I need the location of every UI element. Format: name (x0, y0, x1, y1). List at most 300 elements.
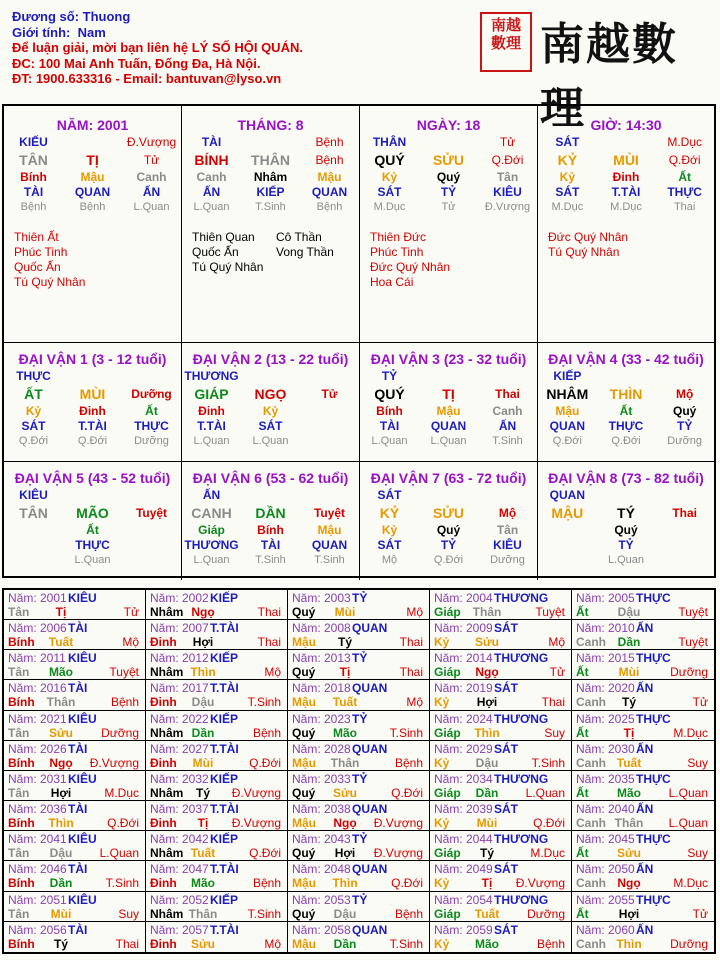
year-stage: Tuyệt (109, 665, 139, 680)
year-branch: Dậu (333, 906, 357, 921)
year-label: Năm: 2036 (8, 802, 67, 817)
year-label: Năm: 2021 (8, 711, 67, 726)
year-cell (288, 861, 430, 891)
year-stage: M.Dục (104, 785, 139, 800)
dai-van-cell (182, 462, 360, 580)
dai-van-god: QUAN (549, 488, 585, 502)
year-cell (572, 711, 714, 741)
dai-van-branch: THÌN (609, 386, 643, 402)
year-stage: Dưỡng (101, 725, 139, 740)
year-stage: L.Quan (668, 785, 708, 800)
spacer (63, 369, 122, 384)
year-branch: Tị (197, 816, 209, 831)
year-god: KIẾP (210, 771, 239, 786)
pillar-cell (182, 106, 360, 343)
ten-god-label: Bệnh (315, 135, 344, 149)
dai-van-god: THƯƠNG (184, 369, 239, 383)
hidden-stem (300, 404, 359, 419)
dai-van-stage: Tử (321, 387, 338, 401)
dai-van-title: ĐẠI VẬN 4 (33 - 42 tuổi) (548, 351, 704, 367)
year-stage: Suy (687, 846, 708, 861)
dai-van-branch: SỬU (432, 505, 465, 521)
hidden-stage: T.Sinh (492, 435, 523, 447)
year-stem: Đinh (150, 936, 177, 951)
year-stem: Canh (576, 876, 606, 891)
year-branch: Dậu (617, 605, 641, 619)
hidden-stage: T.Sinh (255, 201, 286, 213)
hidden-stage: Mộ (381, 554, 398, 566)
year-label: Năm: 2059 (434, 922, 493, 937)
year-stem: Mậu (292, 936, 316, 951)
year-stem: Quý (292, 665, 316, 680)
year-stage: Tử (123, 605, 139, 619)
hidden-stem: Mậu (317, 170, 342, 184)
hidden-stage (122, 553, 181, 567)
year-cell (572, 620, 714, 650)
year-stage: Dưỡng (670, 936, 708, 951)
year-stage: Bệnh (252, 876, 281, 891)
year-god: ẤN (636, 922, 654, 937)
year-cell (4, 861, 146, 891)
dai-van-stem: GIÁP (194, 386, 229, 402)
hidden-god: SÁT (377, 185, 402, 199)
year-branch: Thìn (616, 936, 642, 951)
year-label: Năm: 2020 (576, 681, 635, 696)
year-cell (430, 590, 572, 620)
hidden-god: TÀI (23, 185, 44, 199)
year-label: Năm: 2008 (292, 621, 351, 636)
year-label: Năm: 2031 (8, 771, 67, 786)
year-label: Năm: 2026 (8, 741, 67, 756)
year-stem: Quý (292, 785, 316, 800)
dai-van-god: TỶ (381, 369, 398, 383)
year-god: T.TÀI (210, 922, 239, 937)
dai-van-branch: DẦN (255, 505, 286, 521)
year-stem: Ất (576, 785, 589, 800)
stars-list (370, 230, 450, 290)
year-god: THỰC (636, 771, 671, 786)
year-stage: Mộ (122, 635, 139, 650)
year-stem: Giáp (434, 725, 461, 740)
ten-god-label: THÂN (372, 135, 407, 149)
ten-god-label: M.Dục (667, 135, 702, 149)
spacer (597, 369, 656, 384)
year-stem: Tân (8, 906, 30, 921)
year-god: THỰC (636, 892, 671, 907)
year-label: Năm: 2013 (292, 651, 351, 666)
year-branch: Thìn (48, 816, 74, 831)
year-branch: Mão (333, 725, 357, 740)
year-stem: Quý (292, 846, 316, 861)
year-label: Năm: 2006 (8, 621, 67, 636)
hidden-stem: Kỷ (25, 404, 42, 418)
year-branch: Mão (475, 936, 499, 951)
hidden-stem (538, 523, 597, 538)
year-cell (146, 650, 288, 680)
year-label: Năm: 2028 (292, 741, 351, 756)
hidden-stage: L.Quan (252, 435, 289, 447)
year-label: Năm: 2044 (434, 832, 493, 847)
year-branch: Tuất (48, 635, 74, 650)
year-stage: Thai (399, 665, 423, 680)
hidden-stage: L.Quan (74, 554, 111, 566)
hidden-god: THỰC (134, 419, 169, 433)
dai-van-stem: KỶ (379, 505, 400, 521)
year-branch: Ngọ (333, 816, 357, 831)
year-label: Năm: 2037 (150, 802, 209, 817)
year-branch: Dần (191, 725, 215, 740)
year-branch: Tý (53, 936, 68, 951)
year-branch: Hợi (50, 785, 72, 800)
owner-name: Thuong (82, 9, 131, 24)
year-god: ẤN (636, 802, 654, 817)
year-cell (4, 590, 146, 620)
year-label: Năm: 2039 (434, 802, 493, 817)
year-stem: Mậu (292, 695, 316, 710)
year-stage: M.Dục (673, 725, 708, 740)
year-cell (288, 680, 430, 710)
hidden-stem: Quý (436, 170, 461, 184)
earthly-branch: SỬU (432, 152, 465, 168)
year-god: ẤN (636, 621, 654, 636)
year-stem: Quý (292, 725, 316, 740)
year-stem: Giáp (434, 785, 461, 800)
star-item: Tú Quý Nhân (548, 245, 620, 259)
contact-line-3: ĐT: 1900.633316 - Email: bantuvan@lyso.vn (12, 71, 282, 86)
dai-van-branch: MÃO (76, 505, 109, 521)
year-cell (146, 892, 288, 922)
year-stem: Mậu (292, 816, 316, 831)
dai-van-stem: CANH (191, 505, 232, 521)
year-cell (288, 831, 430, 861)
dai-van-title: ĐẠI VẬN 3 (23 - 32 tuổi) (370, 351, 527, 367)
year-stage: Bệnh (252, 725, 281, 740)
year-branch: Thìn (474, 725, 500, 740)
year-cell (288, 801, 430, 831)
hidden-god: TÀI (379, 419, 400, 433)
year-label: Năm: 2009 (434, 621, 493, 636)
year-cell (572, 831, 714, 861)
year-stage: Tuyệt (535, 605, 565, 619)
year-branch: Hợi (334, 846, 356, 861)
year-label: Năm: 2011 (8, 651, 66, 666)
year-god: TỶ (352, 771, 368, 786)
spacer (478, 369, 537, 384)
year-stage: Suy (544, 725, 565, 740)
hidden-god (655, 538, 714, 553)
dai-van-god: KIẾP (553, 369, 582, 383)
dai-van-god: KIÊU (19, 488, 48, 502)
year-label: Năm: 2057 (150, 922, 209, 937)
year-cell (572, 922, 714, 952)
year-stage: T.Sinh (247, 695, 281, 710)
hidden-god: SÁT (377, 538, 402, 552)
year-god: TỶ (352, 651, 368, 666)
year-god: TỶ (352, 892, 368, 907)
dai-van-god: ẤN (202, 488, 221, 502)
dai-van-branch: NGỌ (254, 386, 287, 402)
hidden-stem: Mậu (317, 523, 342, 537)
life-stage: Bệnh (315, 153, 344, 167)
year-cell (288, 922, 430, 952)
year-stage: Mộ (406, 695, 423, 710)
hidden-stage: Thai (673, 201, 696, 213)
hidden-stage: T.Sinh (314, 554, 345, 566)
ten-god-label: SÁT (555, 135, 580, 149)
year-god: SÁT (494, 681, 518, 696)
yearly-table (2, 588, 716, 954)
year-branch: Dần (333, 936, 357, 951)
year-cell (146, 771, 288, 801)
year-label: Năm: 2023 (292, 711, 351, 726)
hidden-god: TỶ (440, 185, 457, 199)
year-cell (4, 801, 146, 831)
hidden-god: THỰC (608, 419, 644, 433)
year-cell (4, 892, 146, 922)
year-stage: T.Sinh (247, 906, 281, 921)
year-god: TÀI (68, 802, 88, 817)
year-stem: Bính (8, 816, 35, 831)
year-branch: Hợi (192, 635, 214, 650)
gender-value: Nam (77, 24, 106, 40)
year-label: Năm: 2012 (150, 651, 209, 666)
hidden-stage (655, 553, 714, 567)
year-stem: Bính (8, 936, 35, 951)
year-branch: Thân (472, 605, 502, 619)
year-label: Năm: 2002 (150, 591, 209, 605)
chart-grid (2, 104, 716, 578)
owner-label: Đương số: (12, 9, 80, 24)
hidden-stage: Bệnh (79, 201, 106, 213)
year-god: ẤN (636, 741, 654, 756)
hidden-stage: Dưỡng (134, 435, 169, 447)
year-stem: Bính (8, 635, 35, 650)
year-label: Năm: 2043 (292, 832, 351, 847)
year-cell (4, 620, 146, 650)
hidden-stem: Đinh (198, 404, 225, 418)
year-stage: M.Dục (673, 876, 708, 891)
year-god: THỰC (636, 832, 671, 847)
year-branch: Dậu (475, 755, 499, 770)
year-stem: Ất (576, 846, 589, 861)
year-stage: T.Sinh (531, 755, 565, 770)
year-god: TỶ (352, 591, 368, 605)
year-god: QUAN (352, 741, 388, 756)
hidden-stage: L.Quan (193, 554, 230, 566)
year-label: Năm: 2035 (576, 771, 635, 786)
year-label: Năm: 2015 (576, 651, 635, 666)
year-label: Năm: 2022 (150, 711, 209, 726)
year-label: Năm: 2027 (150, 741, 209, 756)
spacer (241, 488, 300, 503)
year-branch: Tuất (616, 755, 642, 770)
hidden-god: THƯƠNG (184, 538, 239, 552)
spacer (655, 488, 714, 503)
red-seal-stamp: 南越 數理 (480, 12, 532, 72)
year-stem: Đinh (150, 816, 177, 831)
year-god: KIÊU (68, 651, 97, 666)
year-god: KIẾP (210, 711, 239, 726)
hidden-god: QUAN (549, 419, 585, 433)
hidden-stage: Bệnh (316, 201, 343, 213)
hidden-god: QUAN (311, 185, 348, 199)
year-branch: Mão (191, 876, 215, 891)
year-stage: Thai (541, 695, 565, 710)
year-cell (430, 831, 572, 861)
dai-van-title: ĐẠI VẬN 1 (3 - 12 tuổi) (18, 351, 167, 367)
stars-list (548, 230, 628, 260)
year-stage: Q.Đới (249, 755, 281, 770)
year-label: Năm: 2024 (434, 711, 493, 726)
dai-van-stem: ẤT (24, 386, 43, 402)
hidden-stage (4, 553, 63, 567)
ten-god-label: Đ.Vượng (126, 135, 177, 149)
year-label: Năm: 2010 (576, 621, 635, 636)
hidden-stage (300, 434, 359, 448)
hidden-stage: L.Quan (607, 554, 645, 566)
year-cell (572, 650, 714, 680)
dai-van-stage: Tuyệt (135, 506, 168, 520)
year-branch: Tị (481, 876, 493, 891)
year-god: THƯƠNG (494, 591, 549, 605)
hidden-stage: Q.Đới (611, 435, 641, 447)
dai-van-title: ĐẠI VẬN 5 (43 - 52 tuổi) (14, 470, 171, 486)
year-god: KIẾP (210, 591, 239, 605)
pillar-title: GIỜ: 14:30 (590, 117, 662, 133)
hidden-stage: L.Quan (371, 435, 408, 447)
year-branch: Thân (188, 906, 218, 921)
spacer (241, 369, 300, 384)
heavenly-stem: BÍNH (194, 152, 229, 168)
dai-van-stem: TÂN (19, 505, 48, 521)
year-stem: Bính (8, 876, 35, 891)
year-stem: Giáp (434, 906, 461, 921)
spacer (419, 369, 478, 384)
year-branch: Dần (475, 785, 499, 800)
year-label: Năm: 2052 (150, 892, 209, 907)
hidden-stem: Canh (196, 170, 227, 184)
year-cell (430, 801, 572, 831)
year-god: TÀI (68, 741, 88, 756)
hidden-stem: Nhâm (253, 170, 288, 184)
year-cell (572, 801, 714, 831)
hidden-stem: Bính (20, 170, 47, 184)
year-cell (146, 590, 288, 620)
year-cell (146, 711, 288, 741)
dai-van-title: ĐẠI VẬN 6 (53 - 62 tuổi) (192, 470, 349, 486)
hidden-god (4, 538, 63, 553)
year-stage: Bệnh (110, 695, 139, 710)
year-label: Năm: 2049 (434, 862, 493, 877)
year-cell (4, 922, 146, 952)
year-label: Năm: 2048 (292, 862, 351, 877)
year-god: TÀI (68, 621, 88, 636)
year-label: Năm: 2014 (434, 651, 493, 666)
year-cell (146, 831, 288, 861)
year-branch: Sửu (190, 936, 216, 951)
spacer (122, 369, 181, 384)
year-stem: Mậu (292, 755, 316, 770)
hidden-stage: Dưỡng (490, 554, 525, 566)
year-stage: Mộ (406, 605, 423, 619)
year-label: Năm: 2030 (576, 741, 635, 756)
year-branch: Thân (46, 695, 76, 710)
hidden-stem: Kỷ (381, 170, 398, 184)
ten-god-label (597, 135, 656, 150)
year-god: KIẾP (210, 832, 239, 847)
year-god: THƯƠNG (494, 892, 549, 907)
year-god: T.TÀI (210, 741, 239, 756)
hidden-god: THỰC (75, 538, 110, 552)
hidden-stem: Mậu (436, 404, 461, 418)
year-label: Năm: 2007 (150, 621, 209, 636)
year-god: THỰC (636, 651, 671, 666)
year-cell (288, 741, 430, 771)
year-label: Năm: 2058 (292, 922, 351, 937)
year-god: ẤN (636, 862, 654, 877)
year-branch: Dần (617, 635, 641, 650)
hidden-stage: L.Quan (193, 435, 230, 447)
hidden-stem: Tân (496, 170, 519, 184)
year-stage: Thai (399, 635, 423, 650)
dai-van-cell (4, 343, 182, 462)
star-item: Thiên Quan (192, 230, 255, 244)
year-cell (430, 771, 572, 801)
ten-god-label (63, 135, 122, 150)
pillar-title: NGÀY: 18 (416, 117, 481, 133)
year-god: THỰC (636, 591, 671, 605)
year-stem: Mậu (292, 635, 316, 650)
year-branch: Tuất (190, 846, 216, 861)
year-branch: Hợi (476, 695, 498, 710)
pillar-title: THÁNG: 8 (237, 117, 304, 133)
year-label: Năm: 2050 (576, 862, 635, 877)
hidden-god: TỶ (676, 419, 693, 433)
year-god: TỶ (352, 711, 368, 726)
year-god: ẤN (636, 681, 654, 696)
star-item: Cô Thần (276, 230, 322, 244)
year-branch: Mùi (50, 906, 72, 921)
hidden-god: TỶ (618, 538, 634, 552)
year-branch: Thân (614, 816, 644, 831)
dai-van-title: ĐẠI VẬN 8 (73 - 82 tuổi) (548, 470, 704, 486)
year-branch: Mùi (618, 665, 640, 680)
hidden-stage: Bệnh (20, 201, 47, 213)
year-cell (288, 620, 430, 650)
star-item: Phúc Tinh (370, 245, 424, 259)
year-god: TÀI (68, 862, 88, 877)
year-cell (430, 680, 572, 710)
year-god: SÁT (494, 802, 518, 817)
hidden-stem: Đinh (79, 404, 106, 418)
year-label: Năm: 2040 (576, 802, 635, 817)
year-branch: Sửu (616, 846, 642, 861)
dai-van-god: SÁT (377, 488, 402, 502)
year-god: T.TÀI (210, 802, 239, 817)
hidden-stem: Đinh (612, 170, 640, 184)
star-item: Tú Quý Nhân (192, 260, 264, 274)
contact-line-1: Để luận giải, mời bạn liên hệ LÝ SỐ HỘI QUÁN. (12, 40, 303, 55)
year-stem: Nhâm (150, 906, 184, 921)
year-branch: Dậu (191, 695, 215, 710)
year-god: THƯƠNG (494, 651, 549, 666)
hidden-stem: Kỷ (559, 170, 575, 184)
year-stage: Q.Đới (391, 876, 423, 891)
dai-van-stage: Thai (495, 387, 520, 401)
year-label: Năm: 2041 (8, 832, 67, 847)
year-god: T.TÀI (210, 621, 239, 636)
hidden-stem: Giáp (198, 523, 225, 537)
